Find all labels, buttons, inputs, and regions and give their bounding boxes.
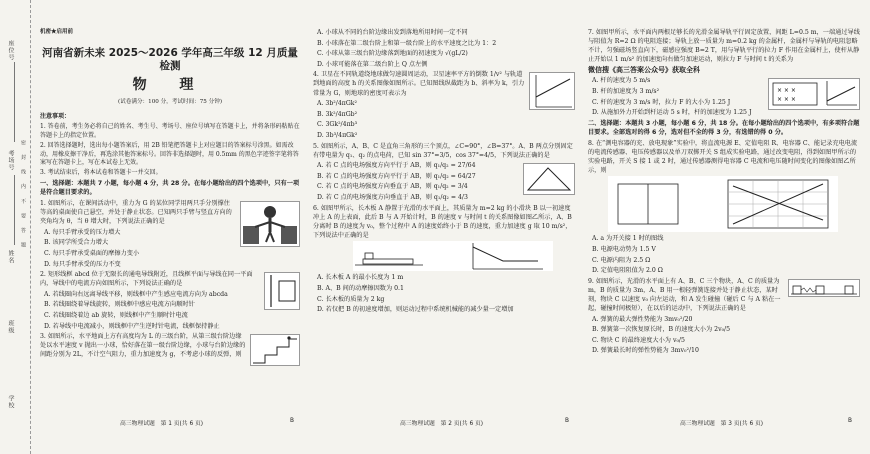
q9-option: B. 弹簧第一次恢复原长时，B 的速度大小为 2v₀/5 xyxy=(592,326,731,334)
footer-page-2: 高三物理试题 第 2 页(共 6 页) xyxy=(400,421,484,427)
gutter-label-room: 考场号 xyxy=(7,150,14,171)
note-item: 3. 考试结束后，将本试卷和答题卡一并交回。 xyxy=(40,169,162,177)
q4-option: C. 3Gk²/4πb³ xyxy=(317,121,358,129)
binding-gutter xyxy=(0,0,31,454)
section-2-heading: 二、选择题：本题共 3 小题，每小题 6 分，共 18 分。在每小题给出的四个选项中，有多项符合题目要求。全部选对的得 6 分，选对但不全的得 3 分，有选错的得 0 分。 xyxy=(588,119,860,136)
q1-option: A. 每只手臂承受的压力增大 xyxy=(44,228,121,236)
note-item: 1. 答卷前，考生务必将自己的姓名、考生号、考场号、座位号填写在答题卡上，并将条形码粘贴在答题卡上的指定位置。 xyxy=(40,123,300,139)
seal-line-text: 密 封 线 内 不 要 答 题 xyxy=(20,140,26,252)
q4-stem: 4. 卫星在不同轨道绕地球做匀速圆周运动，卫星速率平方的倒数 1/v² 与轨道到地面的高度 h 的关系图像如图所示。已知图线纵截距为 b、斜率为 k，引力常量为 G，则地球的密度可表示为 xyxy=(313,71,525,97)
exam-meta: (试卷满分：100 分，考试时间：75 分钟) xyxy=(117,99,223,106)
secret-mark: 机密★启用前 xyxy=(40,29,74,35)
q6-stem: 6. 如图甲所示，长木板 A 静置于光滑的水平面上，其质量为 m=2 kg 的小滑块 B 以一初速度冲上 A 的上表面，此后 B 与 A 开始计时，B 的速度 v 与时间 t 的关系图像如图乙所示，A、B 分离时 B 的速度为 v₀，整个过程中 A 的速度始终小于 B 的速度，重力加速度 g 取 10 m/s²，下列说法中正确的是 xyxy=(313,204,572,239)
q8-option: C. 电源内阻为 2.5 Ω xyxy=(592,256,651,264)
q3-option: A. 小球从不同的台阶边缘出发到落地所用时间一定不同 xyxy=(317,29,468,36)
svg-text:× × ×: × × × xyxy=(777,96,796,104)
q7-stem: 7. 如图甲所示，水平面内两根足够长的光滑金属导轨平行固定放置，间距 L=0.5 m，一端通过导线与阻值为 R=2 Ω 的电阻连接；导轨上放一质量为 m=0.2 kg 的金属杆，金属杆与导轨的电阻忽略不计，匀强磁场竖直向下，磁感应强度 B=2 T，用与导轨平行的拉力 F 作用在金属杆上，使杆从静止开始以 1 m/s² 的加速度向右做匀加速运动，则拉力 F 与时间 t 的关系为 xyxy=(588,29,860,64)
fill-line xyxy=(14,62,15,142)
q6-option: A. 长木板 A 的最小长度为 1 m xyxy=(317,274,404,282)
q1-option: B. 该同学所受合力增大 xyxy=(44,239,109,247)
q5-option: B. 若 C 点的电场强度方向平行于 AB，则 q₁/q₂ = 64/27 xyxy=(317,172,476,180)
notes-block xyxy=(40,113,300,178)
column-3 xyxy=(588,28,860,357)
column-2 xyxy=(313,28,575,316)
q5-option: C. 若 C 点的电场强度方向垂直于 AB，则 q₁/q₂ = 3/4 xyxy=(317,183,468,191)
q3-stairs-figure xyxy=(250,334,300,366)
notes-heading: 注意事项： xyxy=(40,113,71,121)
q3-option: B. 小球落在第二级台阶上和第一级台阶上的水平速度之比为 1：2 xyxy=(317,39,497,47)
footer-version-3: B xyxy=(848,418,852,424)
q7-option: C. 杆的速度为 3 m/s 时，拉力 F 的大小为 1.25 J xyxy=(592,98,731,106)
q2-option: D. 若导线中电流减小，则线框中产生逆时针电流，线框保持静止 xyxy=(44,322,220,330)
q9-stem: 9. 如图所示，光滑的水平面上有 A、B、C 三个物块，A、C 的质量为 m，B 的质量为 3m，A、B 用一根轻弹簧连接并处于静止状态，某时刻，物块 C 以速度 v₀ 向左运动，和 A 发生碰撞（碰后 C 与 A 粘在一起，碰撞时间极短），在以后的运动中，下列说法正确的是 xyxy=(588,277,781,313)
q6-option: B. A、B 间的动摩擦因数为 0.1 xyxy=(317,285,404,293)
q4-option: B. 3k²/4πGb² xyxy=(317,110,358,118)
q1-stem: 1. 如图所示，在课间活动中，重力为 G 的某位同学用两只手分别撑住等高的桌面使自己悬空，并处于静止状态。已知两只手臂与竖直方向的夹角均为 θ，当 θ 增大时，下列说法正确的是 xyxy=(40,200,232,226)
q5-option: D. 若 C 点的电场强度方向垂直于 AB，则 q₁/q₂ = 4/3 xyxy=(317,194,468,201)
note-item: 2. 回答选择题时，选出每小题答案后，用 2B 铅笔把答题卡上对应题目的答案标号涂黑。如需改动，用橡皮擦干净后，再选涂其他答案标号。回答非选择题时，用 0.5mm 的黑色字迹签字笔将答案写在答题卡上，写在本试卷上无效。 xyxy=(40,141,299,167)
q8-option: A. a 为开关接 1 时的图线 xyxy=(592,235,664,243)
column-1 xyxy=(40,28,300,368)
q9-blocks-figure xyxy=(788,279,860,297)
q7-rails-figure xyxy=(768,78,860,110)
q9-option: C. 物块 C 的最终速度大小为 v₀/5 xyxy=(592,336,685,344)
q4-option: D. 3b³/4πGk² xyxy=(317,131,358,139)
q2-stem: 2. 矩形线框 abcd 位于无限长的通电导线附近，且线框平面与导线在同一平面内，导线中的电流方向如图所示，下列说法正确的是 xyxy=(40,271,253,288)
q3-option: D. 小球可能落在第二级台阶上 Q 点左侧 xyxy=(317,60,428,68)
q2-option: A. 若线圈向右远离导线平移，则线框中产生感应电流方向为 abcda xyxy=(44,290,228,298)
q7-option: B. 杆的加速度为 3 m/s² xyxy=(592,88,660,96)
gutter-label-name: 姓名 xyxy=(7,250,14,264)
q1-option: C. 每只手臂承受桌面的摩擦力变小 xyxy=(44,250,140,257)
q5-triangle-figure xyxy=(523,163,575,195)
fill-line xyxy=(14,175,15,245)
q4-graph-figure xyxy=(529,72,575,110)
gutter-label-seat: 座位号 xyxy=(7,40,14,61)
section-1-heading: 一、选择题：本题共 7 小题，每小题 4 分，共 28 分。在每小题给出的四个选项中，只有一项是符合题目要求的。 xyxy=(40,180,300,197)
q1-student-figure xyxy=(240,201,300,247)
q6-figures xyxy=(353,241,553,271)
q8-option: D. 定值电阻阻值为 2.0 Ω xyxy=(592,267,663,275)
q2-wire-loop-figure xyxy=(264,272,300,310)
q5-stem: 5. 如图所示，A、B、C 是直角三角形的三个顶点，∠C=90°，∠B=37°。A、B 两点分别固定有带电量为 q₁、q₂ 的点电荷，已知 sin 37°=3/5，cos 37°=4/5，下列说法正确的是 xyxy=(313,142,573,159)
q6-option: C. 长木板的质量为 2 kg xyxy=(317,295,385,303)
q3-option: C. 小球从第三级台阶边缘落到地面的初速度为 √(gL/2) xyxy=(317,50,468,58)
q9-option: A. 弹簧的最大弹性势能为 3mv₀²/20 xyxy=(592,315,693,323)
q8-option: B. 电源电动势为 1.5 V xyxy=(592,246,656,253)
gutter-label-school: 学校 xyxy=(7,395,14,409)
subject-title: 物 理 xyxy=(132,77,208,94)
q4-option: A. 3b²/4πGk² xyxy=(317,100,358,108)
svg-text:× × ×: × × × xyxy=(777,87,796,95)
footer-version-2: B xyxy=(565,418,569,424)
q3-stem: 3. 如图所示，水平地面上方有高度均为 L 的三级台阶，从第三级台阶边缘处以水平速度 v 抛出一小球，恰好落在第一级台阶边缘，小球与台阶边缘的间距分别为 2L，不计空气阻力，重力加速度为 g，不考虑小球的反弹，则 xyxy=(40,333,246,359)
gutter-label-class: 班级 xyxy=(7,320,14,334)
q8-stem: 8. 在“测电容器的充、放电现象”实验中，将直流电源 E、定值电阻 R、电容器 C、能记录充电电流的电流传感器、电压传感器以及单刀双掷开关 S 组成实验电路，通过改变电阻，得到如图甲所示的实验电路，开关 S 接 1 或 2 时，通过传感器测得电容器 C 电流和电压随时间变化的图像如图乙所示，则 xyxy=(588,139,858,174)
q7-option: D. 从施加外力开始到杆运动 5 s 时，杆的加速度为 1.25 J xyxy=(592,109,752,117)
footer-page-1: 高三物理试题 第 1 页(共 6 页) xyxy=(120,421,204,427)
footer-version-1: B xyxy=(290,418,294,424)
exam-title: 河南省新未来 2025～2026 学年高三年级 12 月质量检测 xyxy=(42,47,298,73)
ad-line: 微信搜《高三答案公众号》获取全科 xyxy=(588,65,700,74)
q1-option: D. 每只手臂承受的压力不变 xyxy=(44,260,121,268)
footer-page-3: 高三物理试题 第 3 页(共 6 页) xyxy=(680,421,764,427)
q8-circuit-graph-figures xyxy=(608,176,838,232)
q7-option: A. 杆的速度为 5 m/s xyxy=(592,77,651,85)
q6-option: D. 若仅把 B 的初速度增加，则运动过程中系统机械能的减少量一定增加 xyxy=(317,306,514,314)
q2-option: C. 若线圈绕着边 ab 旋转，则线框中产生顺时针电流 xyxy=(44,312,188,320)
q2-option: B. 若线圈绕着导线旋转，则线框中感应电流方向顺时针 xyxy=(44,301,195,309)
q9-option: D. 弹簧最长时的弹性势能为 3mv₀²/10 xyxy=(592,347,699,355)
q5-option: A. 若 C 点的电场强度方向平行于 AB，则 q₁/q₂ = 27/64 xyxy=(317,162,476,170)
